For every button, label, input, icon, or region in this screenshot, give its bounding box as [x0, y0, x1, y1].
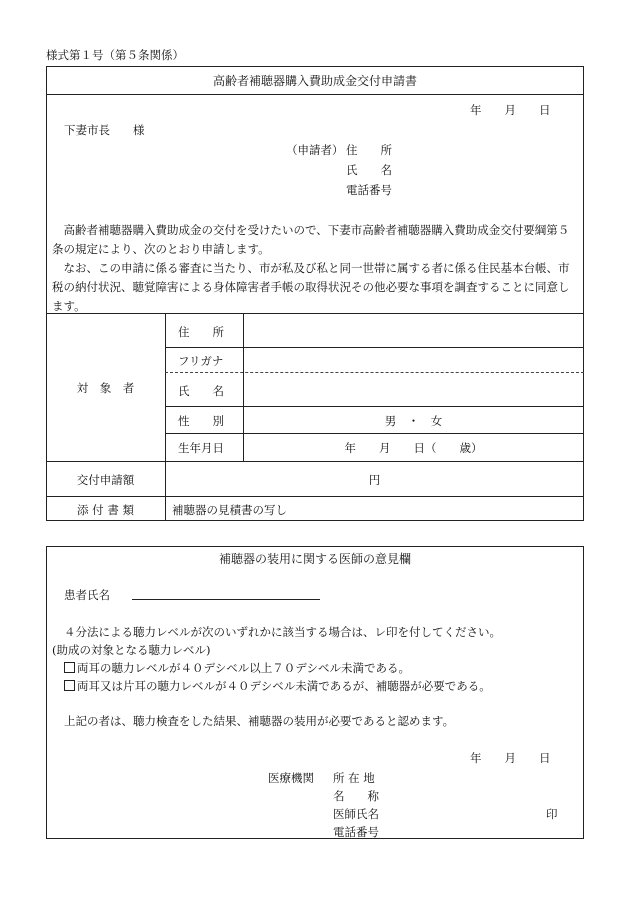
- doctor-section-title: 補聴器の装用に関する医師の意見欄: [218, 552, 411, 566]
- attachments-value: 補聴器の見積書の写し: [172, 503, 287, 517]
- application-date[interactable]: 年 月 日: [470, 103, 551, 117]
- subject-address-label: 住 所: [178, 325, 224, 339]
- subject-gender-label: 性 別: [178, 414, 224, 428]
- amount-field[interactable]: 円: [368, 473, 381, 487]
- consent-paragraph-1: 高齢者補聴器購入費助成金の交付を受けたいので、下妻市高齢者補聴器購入費助成金交付要綱第５条の規定により、次のとおり申請します。: [52, 223, 570, 256]
- subject-birthdate-label: 生年月日: [178, 441, 224, 455]
- applicant-address-label[interactable]: 住 所: [346, 143, 392, 157]
- option-1-text: 両耳の聴力レベルが４０デシベル以上７０デシベル未満である。: [77, 661, 411, 675]
- addressee: 下妻市長 様: [64, 123, 145, 137]
- gender-options[interactable]: 男 ・ 女: [384, 414, 443, 428]
- amount-label: 交付申請額: [76, 473, 135, 487]
- option-1-checkbox[interactable]: [64, 662, 75, 673]
- doctor-intro: ４分法による聴力レベルが次のいずれかに該当する場合は、レ印を付してください。: [64, 625, 501, 639]
- doctor-name-label[interactable]: 医師氏名: [333, 807, 379, 821]
- applicant-role: （申請者）: [286, 143, 344, 157]
- doctor-date[interactable]: 年 月 日: [470, 751, 551, 765]
- applicant-name-label[interactable]: 氏 名: [346, 163, 392, 177]
- patient-name-line[interactable]: [132, 599, 320, 600]
- hearing-level-note: (助成の対象となる聴力レベル): [52, 643, 211, 657]
- subject-furigana-label: フリガナ: [178, 354, 224, 368]
- institution-location-label[interactable]: 所 在 地: [333, 771, 375, 785]
- form-number: 様式第１号（第５条関係）: [46, 48, 184, 62]
- institution-label: 医療機関: [268, 771, 314, 785]
- option-2-text: 両耳又は片耳の聴力レベルが４０デシベル未満であるが、補聴器が必要である。: [77, 679, 491, 693]
- option-1: [64, 660, 410, 676]
- consent-paragraph-2: なお、この申請に係る審査に当たり、市が私及び私と同一世帯に属する者に係る住民基本台帳、市税の納付状況、聴覚障害による身体障害者手帳の取得状況その他必要な事項を調査することに同意します。: [52, 261, 570, 313]
- option-2: [64, 678, 491, 694]
- attachments-label: 添 付 書 類: [77, 503, 134, 517]
- applicant-phone-label[interactable]: 電話番号: [346, 183, 392, 197]
- option-2-checkbox[interactable]: [64, 680, 75, 691]
- institution-phone-label[interactable]: 電話番号: [333, 825, 379, 839]
- subject-name-label: 氏 名: [178, 384, 224, 398]
- doctor-conclusion: 上記の者は、聴力検査をした結果、補聴器の装用が必要であると認めます。: [64, 714, 455, 728]
- subject-label: 対 象 者: [76, 381, 135, 395]
- institution-name-label[interactable]: 名 称: [333, 789, 379, 803]
- form-title: 高齢者補聴器購入費助成金交付申請書: [212, 74, 417, 88]
- patient-name-label: 患者氏名: [64, 588, 110, 602]
- birthdate-field[interactable]: 年 月 日（ 歳）: [344, 441, 483, 455]
- seal-mark: 印: [546, 807, 558, 821]
